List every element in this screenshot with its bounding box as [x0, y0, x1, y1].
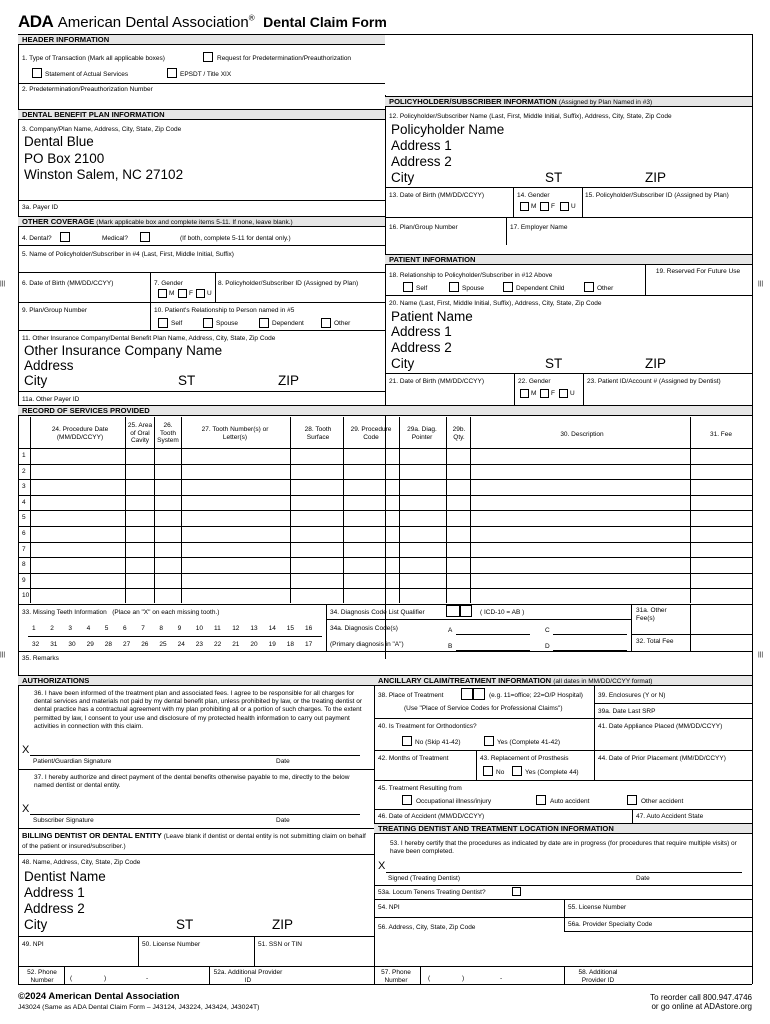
oc-dependent-checkbox[interactable]	[259, 318, 269, 328]
epsdt-label: EPSDT / Title XIX	[180, 71, 232, 78]
oc-insurance-name[interactable]: Other Insurance Company Name	[24, 343, 223, 358]
oc-gender-u-checkbox[interactable]	[196, 289, 205, 298]
treating-npi-label: 54. NPI	[378, 904, 400, 911]
prosthesis-yes-checkbox[interactable]	[512, 766, 522, 776]
service-row[interactable]	[18, 526, 752, 527]
billing-state[interactable]: ST	[176, 917, 194, 932]
pt-other-checkbox[interactable]	[584, 282, 594, 292]
months-label: 42. Months of Treatment	[378, 755, 449, 762]
icd-note: ( ICD-10 = AB )	[480, 609, 525, 616]
patient-sig-date: Date	[276, 758, 290, 765]
other-accident-label: Other accident	[641, 798, 684, 805]
oc-other-label: Other	[334, 320, 351, 327]
billing-address-2[interactable]: Address 2	[24, 901, 85, 916]
treating-phone-paren-left: (	[428, 975, 431, 982]
plan-section: DENTAL BENEFIT PLAN INFORMATION	[22, 110, 165, 119]
service-row-number: 5	[22, 514, 26, 522]
lower-teeth	[22, 641, 322, 651]
ph-name-label: 12. Policyholder/Subscriber Name (Last, First, Middle Initial, Suffix), Address, City, State, Zip Code	[389, 113, 672, 120]
tooth-number[interactable]: 3	[68, 625, 73, 632]
locum-checkbox[interactable]	[512, 887, 521, 896]
treating-phone-label: 57. Phone Number	[381, 969, 411, 984]
pt-address-2[interactable]: Address 2	[391, 340, 452, 355]
ph-subid-label: 15. Policyholder/Subscriber ID (Assigned by Plan)	[585, 192, 729, 199]
missing-teeth-note: (Place an "X" on each missing tooth.)	[112, 609, 220, 616]
plan-city-line[interactable]: Winston Salem, NC 27102	[24, 167, 184, 182]
right-registration-mark: |||	[758, 280, 764, 287]
pt-state[interactable]: ST	[545, 356, 563, 371]
billing-ssn-label: 51. SSN or TIN	[258, 941, 302, 948]
billing-city[interactable]: City	[24, 917, 48, 932]
oc-gender-u: U	[207, 290, 212, 297]
tooth-number[interactable]: 14	[268, 625, 276, 632]
oc-self-label: Self	[171, 320, 183, 327]
treating-addl-id-label: 58. Additional Provider ID	[578, 969, 618, 984]
ancillary-section	[378, 676, 652, 687]
service-row-number: 7	[22, 545, 26, 553]
tooth-number[interactable]: 24	[177, 641, 185, 648]
ph-dob-label: 13. Date of Birth (MM/DD/CCYY)	[389, 192, 484, 199]
ph-name[interactable]: Policyholder Name	[391, 122, 505, 137]
ortho-no-checkbox[interactable]	[402, 736, 412, 746]
other-coverage-note: (Mark applicable box and complete items 5-11. If none, leave blank.)	[96, 219, 293, 226]
billing-phone-field[interactable]	[66, 968, 206, 983]
registered-mark: ®	[248, 13, 255, 23]
remarks-field[interactable]	[60, 654, 750, 666]
tooth-number[interactable]: 28	[104, 641, 113, 648]
oc-insurance-state[interactable]: ST	[178, 373, 196, 388]
oc-gender-m: M	[169, 290, 175, 297]
left-registration-mark: |||	[0, 280, 6, 287]
billing-title: BILLING DENTIST OR DENTAL ENTITY	[22, 831, 162, 840]
tooth-number[interactable]: 21	[232, 641, 240, 648]
diag-qualifier-label: 34. Diagnosis Code List Qualifier	[330, 609, 425, 616]
oc-name-label: 5. Name of Policyholder/Subscriber in #4 (Last, First, Middle Initial, Suffix)	[22, 251, 234, 258]
tooth-number[interactable]: 6	[123, 625, 127, 632]
tooth-number[interactable]: 25	[159, 641, 167, 648]
pt-other-label: Other	[597, 285, 614, 292]
col-tooth-number: 27. Tooth Number(s) or Letter(s)	[201, 426, 269, 441]
ancillary-title: ANCILLARY CLAIM/TREATMENT INFORMATION	[378, 676, 552, 685]
form-number: J43024 (Same as ADA Dental Claim Form – J43124, J43224, J43424, J43024T)	[18, 1004, 260, 1011]
plan-name[interactable]: Dental Blue	[24, 134, 94, 149]
oc-other-checkbox[interactable]	[321, 318, 331, 328]
ph-gender-m-checkbox[interactable]	[520, 202, 529, 211]
diag-d-label: D	[545, 643, 550, 650]
predetermination-label: Request for Predetermination/Preauthorization	[217, 55, 352, 62]
header-info-section: HEADER INFORMATION	[22, 35, 110, 44]
diag-c-field[interactable]	[553, 634, 627, 635]
service-row[interactable]	[18, 464, 752, 465]
billing-phone-dash: -	[146, 975, 149, 982]
tooth-number[interactable]: 13	[250, 625, 258, 632]
tooth-number[interactable]: 31	[50, 641, 58, 648]
ortho-yes-checkbox[interactable]	[484, 736, 494, 746]
place-note: (Use "Place of Service Codes for Professional Claims")	[404, 705, 563, 712]
billing-address-1[interactable]: Address 1	[24, 885, 85, 900]
oc-dob-label: 6. Date of Birth (MM/DD/CCYY)	[22, 280, 114, 287]
pt-address-1[interactable]: Address 1	[391, 324, 452, 339]
occupational-label: Occupational illness/injury	[416, 798, 492, 805]
prior-placement-label: 44. Date of Prior Placement (MM/DD/CCYY)	[598, 755, 726, 762]
service-row-number: 4	[22, 498, 26, 506]
other-coverage-title: OTHER COVERAGE	[22, 217, 95, 226]
oc-payer-id-label: 11a. Other Payer ID	[22, 396, 80, 403]
prosthesis-label: 43. Replacement of Prosthesis	[480, 755, 569, 762]
patient-sig-label: Patient/Guardian Signature	[33, 758, 112, 765]
diag-b-label: B	[448, 643, 453, 650]
actual-services-checkbox[interactable]	[32, 68, 42, 78]
pt-self-checkbox[interactable]	[403, 282, 413, 292]
left-registration-mark-2: |||	[0, 651, 6, 658]
pt-gender-u-checkbox[interactable]	[559, 389, 568, 398]
pt-zip[interactable]: ZIP	[645, 356, 667, 371]
subscriber-sig-date: Date	[276, 817, 290, 824]
oc-spouse-label: Spouse	[216, 320, 239, 327]
service-row-number: 6	[22, 530, 26, 537]
missing-teeth-label	[22, 609, 219, 617]
services-rows	[0, 448, 770, 604]
other-fees-label: 31a. Other Fee(s)	[636, 607, 667, 622]
policyholder-section	[389, 97, 652, 108]
plan-company-label: 3. Company/Plan Name, Address, City, State, Zip Code	[22, 126, 182, 133]
right-registration-mark-2: |||	[758, 651, 764, 658]
medical-label: Medical?	[102, 235, 129, 242]
tooth-number[interactable]: 18	[286, 641, 295, 648]
assoc-name: American Dental Association	[57, 14, 249, 31]
both-note: (If both, complete 5-11 for dental only.)	[180, 235, 291, 242]
service-row[interactable]	[18, 495, 752, 496]
pt-spouse-checkbox[interactable]	[449, 282, 459, 292]
locum-label: 53a. Locum Tenens Treating Dentist?	[378, 889, 486, 896]
specialty-label: 56a. Provider Specialty Code	[568, 921, 653, 928]
ph-group-label: 16. Plan/Group Number	[389, 224, 458, 231]
consent-text: 36. I have been informed of the treatment plan and associated fees. I agree to be responsible for all charges for dental services and materials not paid by my dental benefit plan, unless prohibited by law, or the treating dentist or dental practice has a contractual agreement with my plan prohibiting all or a portion of such charges. To the extent permitted by law, I consent to your use and disclosure of my protected health information to carry out payment activities in connection with this claim.	[34, 690, 363, 730]
prosthesis-yes-label: Yes (Complete 44)	[525, 769, 579, 776]
primary-diag-note: (Primary diagnosis in "A")	[330, 641, 404, 648]
prosthesis-no-label: No	[496, 769, 505, 776]
pt-account-label: 23. Patient ID/Account # (Assigned by Dentist)	[587, 378, 721, 385]
subscriber-sig-label: Subscriber Signature	[33, 817, 94, 824]
oc-gender-m-checkbox[interactable]	[158, 289, 167, 298]
auto-accident-checkbox[interactable]	[536, 795, 546, 805]
missing-teeth-title: 33. Missing Teeth Information	[22, 609, 107, 616]
col-diag-pointer: 29a. Diag. Pointer	[407, 426, 437, 441]
ortho-no-label: No (Skip 41-42)	[415, 739, 461, 746]
service-row-number: 3	[22, 483, 26, 491]
appliance-label: 41. Date Appliance Placed (MM/DD/CCYY)	[598, 723, 723, 730]
oc-group-label: 9. Plan/Group Number	[22, 307, 88, 314]
col-quantity: 29b. Qty.	[452, 426, 466, 441]
pt-gender-f: F	[551, 390, 555, 397]
ph-gender-f: F	[551, 203, 555, 210]
pt-city[interactable]: City	[391, 356, 415, 371]
tooth-number[interactable]: 5	[104, 625, 109, 632]
tooth-number[interactable]: 2	[50, 625, 54, 632]
place-treatment-box-1[interactable]	[461, 688, 473, 700]
tooth-number[interactable]: 9	[177, 625, 182, 632]
tooth-number[interactable]: 26	[141, 641, 149, 648]
service-row[interactable]	[18, 542, 752, 543]
reorder-web: or go online at ADAstore.org	[651, 1002, 752, 1011]
oc-dependent-label: Dependent	[272, 320, 304, 327]
ancillary-note: (all dates in MM/DD/CCYY format)	[553, 678, 653, 685]
diag-a-label: A	[448, 627, 453, 634]
tooth-number[interactable]: 23	[195, 641, 204, 648]
ph-state[interactable]: ST	[545, 170, 563, 185]
service-row-number: 8	[22, 561, 26, 569]
remarks-label: 35. Remarks	[22, 655, 59, 662]
place-treatment-label: 38. Place of Treatment	[378, 692, 444, 699]
transaction-type-label: 1. Type of Transaction (Mark all applicable boxes)	[22, 55, 165, 62]
billing-section	[22, 831, 372, 851]
service-row[interactable]	[18, 557, 752, 558]
treating-section: TREATING DENTIST AND TREATMENT LOCATION INFORMATION	[378, 824, 614, 833]
tooth-number[interactable]: 29	[86, 641, 94, 648]
actual-services-label: Statement of Actual Services	[45, 71, 129, 78]
pt-name[interactable]: Patient Name	[391, 309, 473, 324]
service-row[interactable]	[18, 573, 752, 574]
col-tooth-system: 26. Tooth System	[157, 422, 179, 444]
diag-qualifier-box-1[interactable]	[446, 605, 460, 617]
billing-npi-label: 49. NPI	[22, 941, 44, 948]
pt-spouse-label: Spouse	[462, 285, 485, 292]
billing-name-label: 48. Name, Address, City, State, Zip Code	[22, 859, 141, 866]
patient-signature-field[interactable]	[30, 755, 360, 756]
predetermination-checkbox[interactable]	[203, 52, 213, 62]
pt-gender-f-checkbox[interactable]	[540, 389, 549, 398]
payer-id-label: 3a. Payer ID	[22, 204, 59, 211]
oc-gender-f-checkbox[interactable]	[178, 289, 187, 298]
col-fee: 31. Fee	[709, 431, 733, 438]
certify-text: 53. I hereby certify that the procedures as indicated by date are in progress (for procedures that require multiple visits) or have been completed.	[390, 840, 737, 856]
authorizations-section: AUTHORIZATIONS	[22, 676, 90, 685]
accident-date-label: 46. Date of Accident (MM/DD/CCYY)	[378, 813, 485, 820]
oc-gender-f: F	[189, 290, 193, 297]
col-procedure-date: 24. Procedure Date (MM/DD/CCYY)	[51, 426, 109, 441]
auto-accident-label: Auto accident	[550, 798, 590, 805]
pt-gender-label: 22. Gender	[518, 378, 551, 385]
prosthesis-no-checkbox[interactable]	[483, 766, 493, 776]
billing-zip[interactable]: ZIP	[272, 917, 294, 932]
ph-zip[interactable]: ZIP	[645, 170, 667, 185]
col-oral-cavity: 25. Area of Oral Cavity	[127, 422, 153, 444]
assignment-text: 37. I hereby authorize and direct payment of the dental benefits otherwise payable to me, directly to the below named dentist or dental entity.	[34, 774, 350, 790]
service-row[interactable]	[18, 588, 752, 589]
col-procedure-code: 29. Procedure Code	[350, 426, 392, 441]
billing-phone-paren-left: (	[70, 975, 73, 982]
ph-city[interactable]: City	[391, 170, 415, 185]
diag-qualifier-box-2[interactable]	[460, 605, 472, 617]
tooth-number[interactable]: 30	[68, 641, 76, 648]
diag-codes-label: 34a. Diagnosis Code(s)	[330, 625, 398, 632]
service-row-number: 9	[22, 576, 26, 584]
pt-gender-m: M	[531, 390, 537, 397]
srp-label: 39a. Date Last SRP	[598, 708, 656, 715]
oc-relation-label: 10. Patient's Relationship to Person named in #5	[154, 307, 295, 314]
oc-gender-label: 7. Gender	[154, 280, 183, 287]
services-section: RECORD OF SERVICES PROVIDED	[22, 406, 150, 415]
pt-relation-label: 18. Relationship to Policyholder/Subscriber in #12 Above	[389, 272, 553, 279]
service-row[interactable]	[18, 479, 752, 480]
oc-insurance-label: 11. Other Insurance Company/Dental Benefit Plan Name, Address, City, State, Zip Code	[22, 335, 276, 342]
billing-name[interactable]: Dentist Name	[24, 869, 106, 884]
pt-gender-m-checkbox[interactable]	[520, 389, 529, 398]
treating-signed-label: Signed (Treating Dentist)	[388, 875, 461, 882]
oc-insurance-zip[interactable]: ZIP	[278, 373, 300, 388]
tooth-number[interactable]: 22	[214, 641, 222, 648]
treating-license-label: 55. License Number	[568, 904, 627, 911]
resulting-label: 45. Treatment Resulting from	[378, 785, 462, 792]
billing-note: (Leave blank if dentist or dental entity is not submitting claim on behalf of the patient or insured/subscriber.)	[22, 833, 366, 850]
dental-checkbox[interactable]	[60, 232, 70, 242]
tooth-number[interactable]: 11	[214, 625, 221, 632]
treating-sig-x: X	[378, 860, 386, 872]
reorder-phone: To reorder call 800.947.4746	[650, 993, 752, 1002]
ph-address-2[interactable]: Address 2	[391, 154, 452, 169]
treating-phone-field[interactable]	[422, 968, 560, 983]
billing-addl-id-label: 52a. Additional Provider ID	[213, 969, 283, 984]
policyholder-note: (Assigned by Plan Named in #3)	[558, 99, 653, 106]
ph-gender-u: U	[571, 203, 576, 210]
ortho-yes-label: Yes (Complete 41-42)	[497, 739, 560, 746]
treating-phone-dash: -	[500, 975, 503, 982]
other-coverage-section	[22, 217, 293, 228]
pt-dependent-label: Dependent Child	[516, 285, 565, 292]
treating-date-label: Date	[636, 875, 650, 882]
pt-dob-label: 21. Date of Birth (MM/DD/CCYY)	[389, 378, 484, 385]
dental-label: 4. Dental?	[22, 235, 52, 242]
ortho-label: 40. Is Treatment for Orthodontics?	[378, 723, 477, 730]
medical-checkbox[interactable]	[140, 232, 150, 242]
treating-address-label: 56. Address, City, State, Zip Code	[378, 924, 476, 931]
oc-self-checkbox[interactable]	[158, 318, 168, 328]
pt-gender-u: U	[570, 390, 575, 397]
tooth-number[interactable]: 10	[195, 625, 204, 632]
form-title	[18, 12, 387, 32]
tooth-number[interactable]: 1	[32, 625, 36, 632]
predetermination-number-field[interactable]	[22, 94, 382, 106]
policyholder-title: POLICYHOLDER/SUBSCRIBER INFORMATION	[389, 97, 557, 106]
patient-sig-x: X	[22, 744, 30, 756]
ph-employer-label: 17. Employer Name	[510, 224, 568, 231]
service-row-number: 1	[22, 452, 26, 459]
upper-teeth	[22, 625, 322, 635]
tooth-number[interactable]: 12	[232, 625, 240, 632]
service-row-number: 10	[22, 592, 30, 600]
oc-insurance-city[interactable]: City	[24, 373, 48, 388]
tooth-number[interactable]: 32	[32, 641, 40, 648]
tooth-number[interactable]: 7	[141, 625, 145, 632]
predetermination-number-label: 2. Predetermination/Preauthorization Number	[22, 86, 153, 93]
tooth-number[interactable]: 17	[305, 641, 313, 648]
ph-gender-m: M	[531, 203, 537, 210]
other-accident-checkbox[interactable]	[627, 795, 637, 805]
ph-gender-u-checkbox[interactable]	[560, 202, 569, 211]
treating-signature-field[interactable]	[386, 872, 742, 873]
total-fee-label: 32. Total Fee	[636, 638, 674, 645]
pt-self-label: Self	[416, 285, 428, 292]
oc-spouse-checkbox[interactable]	[203, 318, 213, 328]
pt-reserved-label: 19. Reserved For Future Use	[655, 268, 741, 275]
diag-a-field[interactable]	[456, 634, 530, 635]
occupational-checkbox[interactable]	[402, 795, 412, 805]
billing-license-label: 50. License Number	[142, 941, 201, 948]
ph-gender-label: 14. Gender	[517, 192, 550, 199]
plan-address[interactable]: PO Box 2100	[24, 151, 105, 166]
service-row[interactable]	[18, 510, 752, 511]
tooth-number[interactable]: 19	[268, 641, 276, 648]
tooth-number[interactable]: 27	[123, 641, 131, 648]
oc-subid-label: 8. Policyholder/Subscriber ID (Assigned by Plan)	[218, 280, 359, 287]
oc-insurance-address[interactable]: Address	[24, 358, 74, 373]
place-eg: (e.g. 11=office; 22=O/P Hospital)	[489, 692, 583, 699]
copyright: ©2024 American Dental Association	[18, 991, 180, 1002]
service-row-number: 2	[22, 467, 26, 475]
place-treatment-box-2[interactable]	[473, 688, 485, 700]
tooth-number[interactable]: 20	[250, 641, 258, 648]
billing-phone-label: 52. Phone Number	[27, 969, 57, 984]
billing-phone-paren-right: )	[104, 975, 107, 982]
epsdt-checkbox[interactable]	[167, 68, 177, 78]
tooth-number[interactable]: 15	[286, 625, 295, 632]
tooth-number[interactable]: 4	[86, 625, 91, 632]
ada-mark: ADA	[18, 12, 54, 31]
tooth-number[interactable]: 16	[305, 625, 313, 632]
treating-phone-paren-right: )	[462, 975, 465, 982]
ph-gender-f-checkbox[interactable]	[540, 202, 549, 211]
diag-c-label: C	[545, 627, 550, 634]
pt-name-label: 20. Name (Last, First, Middle Initial, Suffix), Address, City, State, Zip Code	[389, 300, 602, 307]
patient-section: PATIENT INFORMATION	[389, 255, 476, 264]
col-description: 30. Description	[560, 431, 604, 438]
form-name: Dental Claim Form	[263, 14, 387, 30]
pt-dependent-checkbox[interactable]	[503, 282, 513, 292]
enclosures-label: 39. Enclosures (Y or N)	[598, 692, 666, 699]
ph-address-1[interactable]: Address 1	[391, 138, 452, 153]
subscriber-sig-x: X	[22, 803, 30, 815]
auto-state-label: 47. Auto Accident State	[636, 813, 704, 820]
col-tooth-surface: 28. Tooth Surface	[304, 426, 332, 441]
tooth-number[interactable]: 8	[159, 625, 164, 632]
subscriber-signature-field[interactable]	[30, 814, 360, 815]
